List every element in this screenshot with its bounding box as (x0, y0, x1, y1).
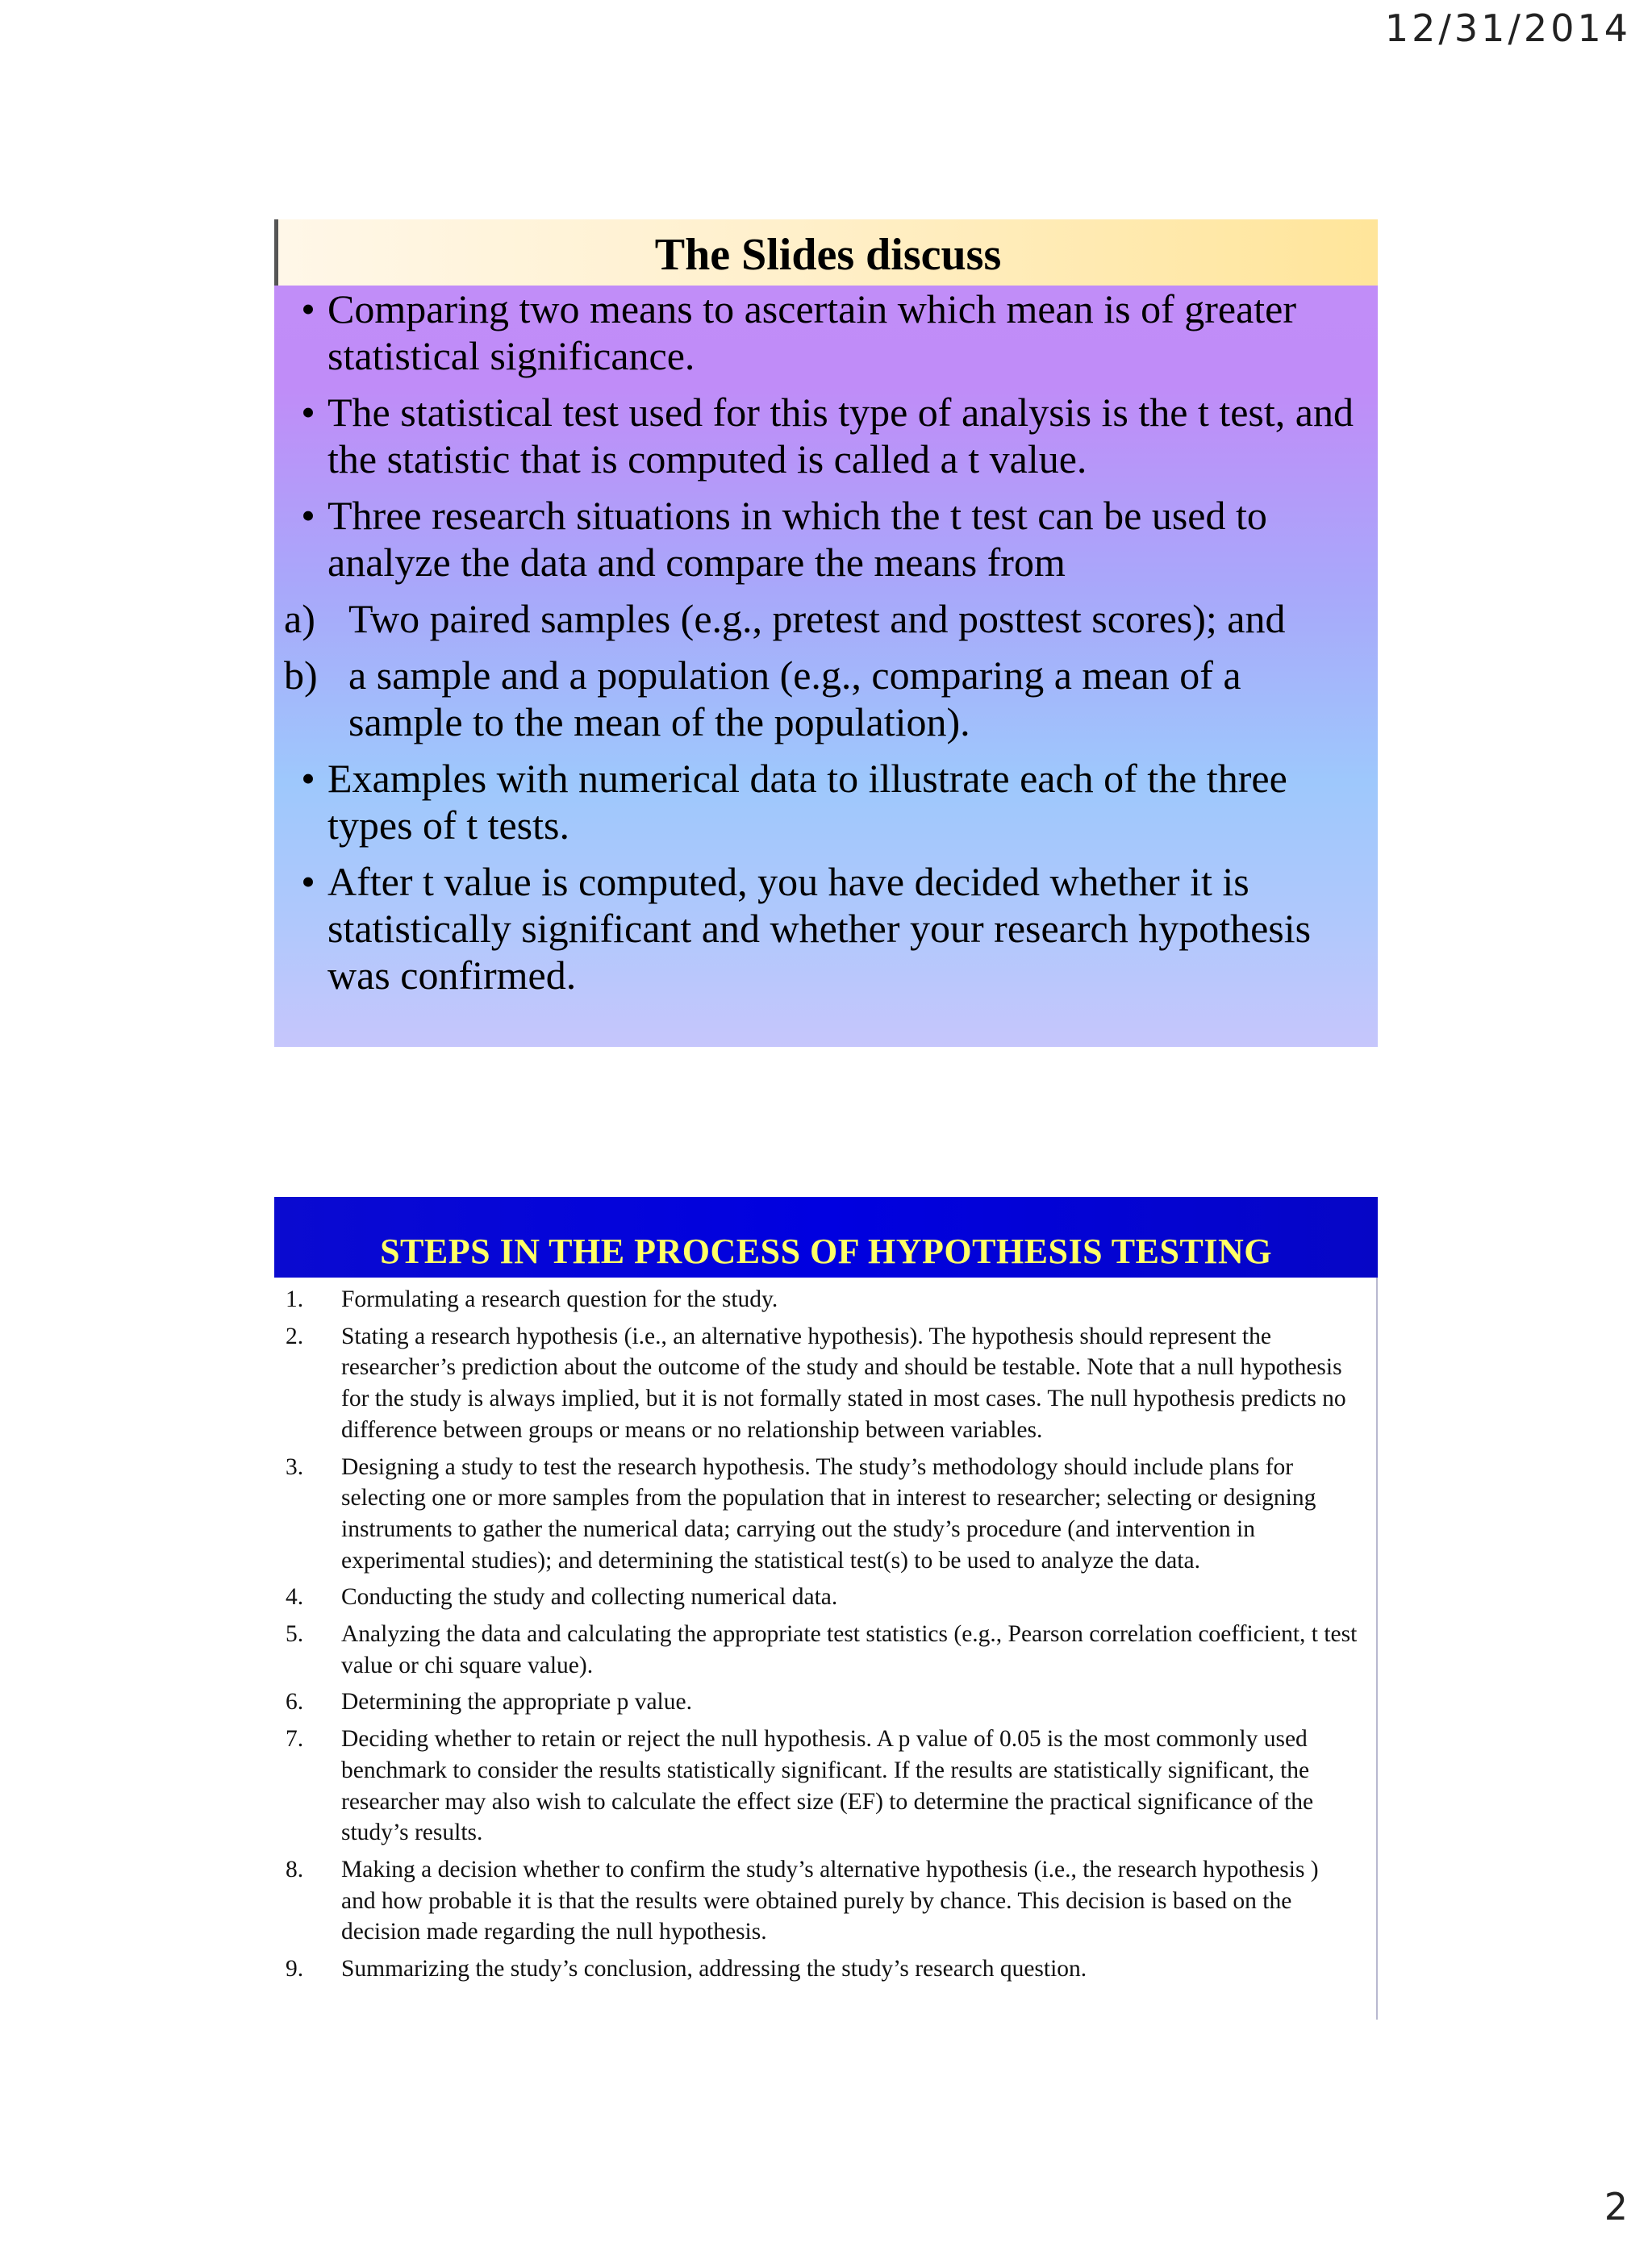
step-text: Designing a study to test the research hypothesis. The study’s methodology should include plans for selecting one or more samples from the population that in interest to researcher; selecting or designing instruments to gather the numerical data; carrying out the study’s procedure (and intervention in experimental studies); and determining the statistical test(s) to be used to analyze the data. (341, 1453, 1316, 1574)
step-number: 3. (286, 1453, 304, 1480)
slide-1-item (281, 389, 1362, 482)
step-number: 4. (286, 1584, 304, 1611)
step-number: 7. (286, 1726, 304, 1753)
step-item (274, 1686, 1376, 1718)
slide-1-item (281, 286, 1362, 379)
step-text: Deciding whether to retain or reject the null hypothesis. A p value of 0.05 is the most commonly used benchmark to consider the results statistically significant. If the results are statistically significant, the researcher may also wish to calculate the effect size (EF) to determine the practical significance of the study’s results. (341, 1726, 1314, 1846)
step-item (274, 1321, 1376, 1446)
slide-1-item-text: The statistical test used for this type of analysis is the t test, and the statistic that is computed is called a t value. (327, 390, 1354, 482)
step-text: Analyzing the data and calculating the appropriate test statistics (e.g., Pearson correlation coefficient, t test value or chi square value). (341, 1621, 1358, 1678)
slide-1 (274, 219, 1378, 1047)
step-text: Determining the appropriate p value. (341, 1689, 692, 1716)
slide-1-item-text: Examples with numerical data to illustrate each of the three types of t tests. (327, 756, 1287, 848)
slide-1-item (281, 652, 1362, 745)
slide-1-item-text: Comparing two means to ascertain which mean is of greater statistical significance. (327, 286, 1297, 378)
step-number: 5. (286, 1621, 304, 1648)
step-number: 1. (286, 1286, 304, 1312)
slide-1-item (281, 595, 1362, 642)
step-item (274, 1854, 1376, 1948)
step-text: Conducting the study and collecting numerical data. (341, 1584, 838, 1611)
slide-1-item (281, 492, 1362, 586)
bullet-marker: • (301, 756, 315, 801)
step-item (274, 1582, 1376, 1613)
letter-marker: b) (284, 652, 318, 698)
step-text: Making a decision whether to confirm the study’s alternative hypothesis (i.e., the research hypothesis ) and how probable it is that the results were obtained purely by chance. This decision is based on the decision made regarding the null hypothesis. (341, 1856, 1319, 1945)
step-item (274, 1452, 1376, 1577)
page-number: 2 (1604, 2185, 1628, 2228)
slide-1-item-text: After t value is computed, you have decided whether it is statistically significant and whether your research hypothesis was confirmed. (327, 859, 1312, 998)
slide-1-title: The Slides discuss (274, 219, 1378, 286)
step-item (274, 1619, 1376, 1681)
bullet-marker: • (301, 493, 315, 538)
bullet-marker: • (301, 859, 315, 904)
step-item (274, 1284, 1376, 1315)
step-number: 2. (286, 1323, 304, 1349)
letter-marker: a) (284, 596, 315, 641)
slide-1-item-text: Three research situations in which the t test can be used to analyze the data and compare the means from (327, 493, 1267, 585)
step-number: 8. (286, 1856, 304, 1882)
slide-2 (274, 1197, 1378, 2023)
step-text: Summarizing the study’s conclusion, addressing the study’s research question. (341, 1956, 1087, 1982)
step-text: Formulating a research question for the study. (341, 1286, 778, 1312)
bullet-marker: • (301, 390, 315, 435)
slide-2-title: STEPS IN THE PROCESS OF HYPOTHESIS TESTING (274, 1197, 1378, 1278)
slide-1-item-text: Two paired samples (e.g., pretest and posttest scores); and (348, 596, 1286, 641)
page-date: 12/31/2014 (1384, 6, 1631, 50)
slide-1-item (281, 755, 1362, 848)
step-number: 6. (286, 1689, 304, 1716)
slide-1-item-text: a sample and a population (e.g., comparing a mean of a sample to the mean of the population). (348, 652, 1241, 744)
bullet-marker: • (301, 286, 315, 331)
step-item (274, 1724, 1376, 1849)
slide-1-item (281, 858, 1362, 999)
slide-1-body (274, 286, 1378, 999)
step-number: 9. (286, 1956, 304, 1982)
slide-2-body (274, 1278, 1378, 2020)
step-item (274, 1953, 1376, 1985)
step-text: Stating a research hypothesis (i.e., an alternative hypothesis). The hypothesis should represent the researcher’s prediction about the outcome of the study and should be testable. Note that a null hypothesis for the study is always implied, but it is not formally stated in most cases. The null hypothesis predicts no difference between groups or means or no relationship between variables. (341, 1323, 1346, 1443)
